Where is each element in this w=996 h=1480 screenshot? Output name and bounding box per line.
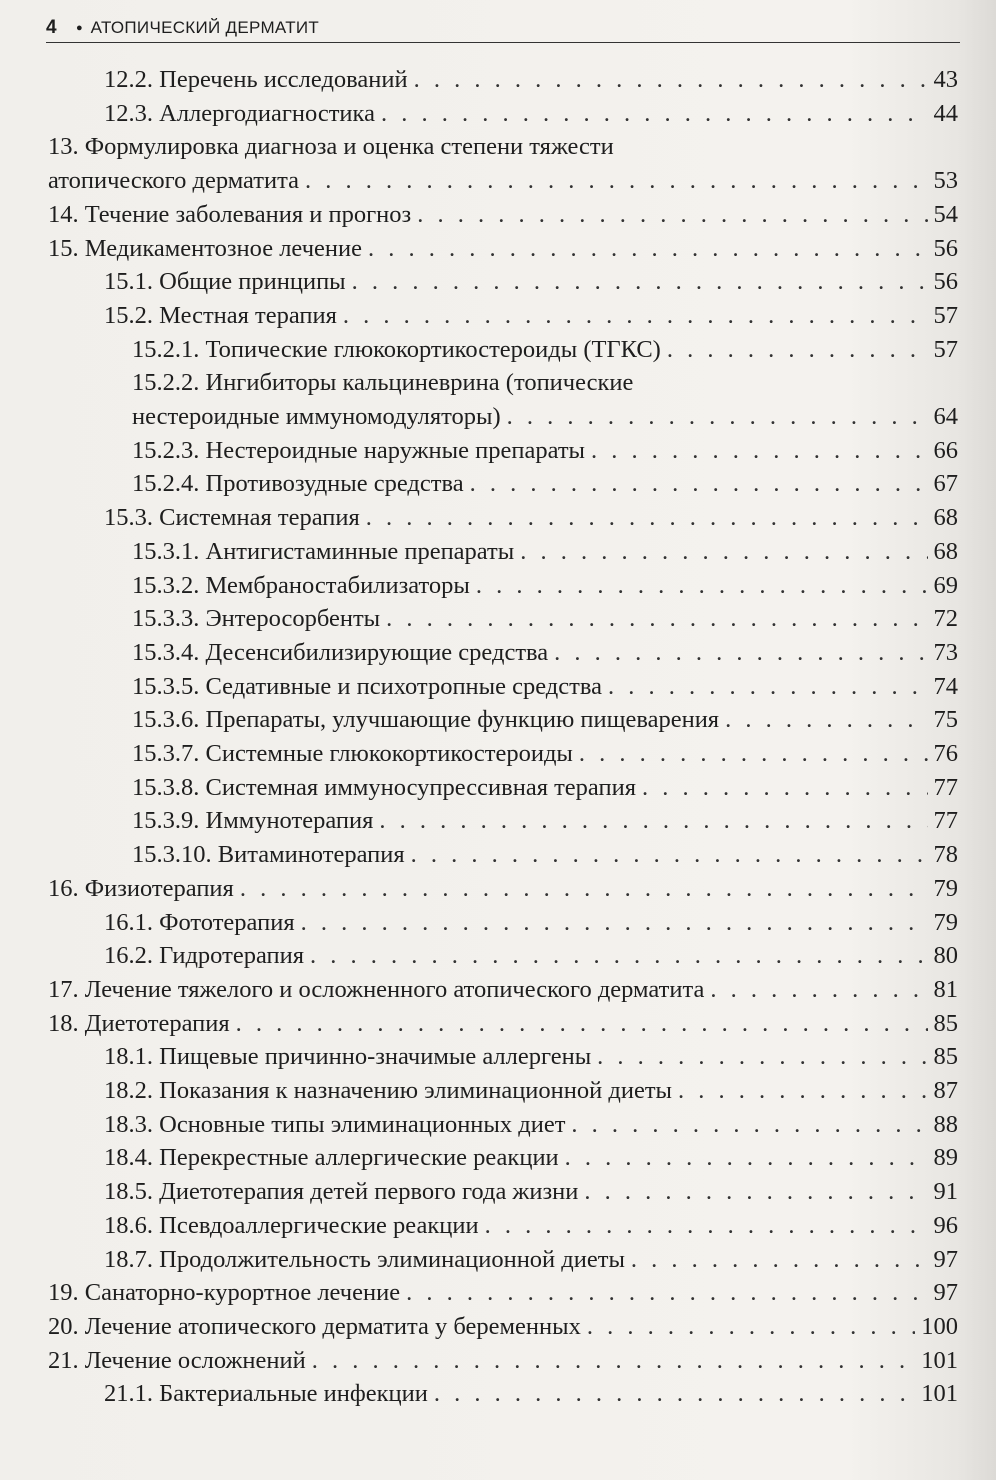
- toc-entry-title: 18.7. Продолжительность элиминационной диеты: [104, 1245, 625, 1273]
- toc-entry[interactable]: [48, 1008, 958, 1040]
- toc-entry[interactable]: [132, 738, 958, 770]
- toc-entry-page: 68: [933, 504, 958, 532]
- toc-entry-page: 66: [933, 436, 958, 464]
- toc-entry[interactable]: [104, 98, 958, 130]
- toc-entry-page: 76: [933, 740, 958, 767]
- dot-leader: [667, 334, 928, 366]
- toc-entry-title: 19. Санаторно-курортное лечение: [48, 1279, 401, 1307]
- toc-entry-page: 74: [933, 672, 958, 700]
- toc-entry-title: 15.3.6. Препараты, улучшающие функцию пищеварения: [132, 706, 720, 734]
- dot-leader: [608, 671, 928, 703]
- toc-entry[interactable]: [48, 1345, 958, 1377]
- dot-leader: [725, 704, 927, 736]
- toc-entry[interactable]: [48, 873, 958, 905]
- toc-entry-page: 69: [933, 571, 958, 599]
- toc-entry-page: 57: [933, 301, 958, 329]
- dot-leader: [366, 502, 928, 534]
- toc-entry[interactable]: [104, 1378, 958, 1410]
- dot-leader: [485, 1210, 928, 1242]
- toc-entry-page: 96: [933, 1211, 958, 1239]
- toc-entry-title: 21.1. Бактериальные инфекции: [104, 1380, 428, 1408]
- toc-entry[interactable]: [104, 64, 958, 96]
- toc-entry-page: 101: [921, 1346, 958, 1374]
- dot-leader: [597, 1041, 927, 1073]
- toc-entry-page: 77: [933, 773, 958, 801]
- toc-entry-page: 73: [933, 638, 958, 666]
- toc-entry-title: 18. Диетотерапия: [48, 1009, 230, 1037]
- toc-entry-title: 15.3.2. Мембраностабилизаторы: [132, 571, 470, 599]
- toc-entry[interactable]: [48, 1277, 958, 1309]
- dot-leader: [579, 738, 928, 770]
- toc-entry-title: 12.2. Перечень исследований: [104, 66, 408, 93]
- dot-leader: [411, 839, 928, 871]
- toc-entry-page: 100: [921, 1312, 958, 1340]
- toc-entry[interactable]: [132, 704, 958, 736]
- toc-entry-title: 18.3. Основные типы элиминационных диет: [104, 1110, 566, 1138]
- dot-leader: [301, 907, 928, 939]
- dot-leader: [565, 1142, 928, 1174]
- toc-entry-title: 15.2.4. Противозудные средства: [132, 470, 464, 498]
- dot-leader: [310, 940, 928, 972]
- toc-entry[interactable]: [104, 1176, 958, 1208]
- running-header: [46, 14, 960, 43]
- toc-entry-title: 15.3.10. Витаминотерапия: [132, 841, 405, 869]
- toc-entry[interactable]: [104, 1109, 958, 1141]
- toc-entry-title: 20. Лечение атопического дерматита у беременных: [48, 1312, 581, 1340]
- toc-entry-title-line: 13. Формулировка диагноза и оценка степени тяжести: [48, 133, 614, 161]
- toc-entry-page: 81: [933, 975, 958, 1003]
- toc-entry-title: нестероидные иммуномодуляторы): [132, 403, 501, 430]
- toc-entry-page: 68: [933, 537, 958, 565]
- toc-entry[interactable]: [104, 266, 958, 298]
- toc-entry-title: 17. Лечение тяжелого и осложненного атопического дерматита: [48, 975, 705, 1003]
- dot-leader: [554, 637, 927, 669]
- toc-entry-title: 16.2. Гидротерапия: [104, 942, 304, 970]
- toc-entry-title: 16.1. Фототерапия: [104, 908, 295, 936]
- toc-entry[interactable]: [104, 1041, 958, 1073]
- toc-entry-page: 78: [933, 841, 958, 869]
- toc-entry-page: 56: [933, 268, 958, 296]
- toc-entry-title: 15.1. Общие принципы: [104, 268, 346, 296]
- dot-leader: [571, 1109, 927, 1141]
- toc-entry-page: 67: [933, 470, 958, 498]
- dot-leader: [368, 233, 928, 265]
- toc-entry-title: 18.1. Пищевые причинно-значимые аллергены: [104, 1043, 592, 1071]
- dot-leader: [414, 64, 928, 96]
- dot-leader: [379, 805, 927, 837]
- toc-entry[interactable]: [132, 772, 958, 804]
- toc-entry[interactable]: [132, 839, 958, 871]
- toc-entry-title: 15.3.7. Системные глюкокортикостероиды: [132, 740, 573, 767]
- toc-entry[interactable]: [48, 233, 958, 265]
- toc-entry-page: 101: [921, 1380, 958, 1408]
- toc-entry[interactable]: [104, 907, 958, 939]
- toc-entry-page: 64: [933, 403, 958, 430]
- toc-entry-title: 15.2.3. Нестероидные наружные препараты: [132, 436, 585, 464]
- toc-entry-title: 18.6. Псевдоаллергические реакции: [104, 1211, 479, 1239]
- dot-leader: [240, 873, 928, 905]
- toc-entry-title: 15.2.1. Топические глюкокортикостероиды (ТГКС): [132, 335, 661, 363]
- toc-entry-title: 15.3.8. Системная иммуносупрессивная терапия: [132, 773, 636, 801]
- toc-entry-title: атопического дерматита: [48, 167, 299, 195]
- toc-entry-title: 15. Медикаментозное лечение: [48, 234, 362, 262]
- toc-entry[interactable]: [48, 1311, 958, 1343]
- toc-entry-page: 75: [933, 706, 958, 734]
- toc-entry-page: 79: [933, 908, 958, 936]
- toc-entry[interactable]: [132, 637, 958, 669]
- toc-entry-page: 85: [933, 1043, 958, 1071]
- dot-leader: [312, 1345, 916, 1377]
- toc-entry-page: 72: [933, 605, 958, 633]
- toc-entry-title: 18.2. Показания к назначению элиминационной диеты: [104, 1077, 672, 1104]
- toc-entry-title: 16. Физиотерапия: [48, 874, 234, 902]
- toc-entry-title: 21. Лечение осложнений: [48, 1346, 306, 1374]
- toc-entry-page: 53: [933, 167, 958, 195]
- toc-entry-page: 77: [933, 807, 958, 835]
- dot-leader: [417, 199, 927, 231]
- toc-entry[interactable]: [48, 165, 958, 197]
- dot-leader: [678, 1075, 928, 1107]
- toc-entry-page: 87: [933, 1077, 958, 1104]
- dot-leader: [584, 1176, 927, 1208]
- toc-entry-page: 44: [933, 99, 958, 127]
- running-title: АТОПИЧЕСКИЙ ДЕРМАТИТ: [90, 18, 320, 37]
- toc-entry[interactable]: [132, 334, 958, 366]
- toc-entry-title: 15.2. Местная терапия: [104, 301, 337, 329]
- toc-entry[interactable]: [48, 974, 958, 1006]
- toc-entry-title: 15.3.3. Энтеросорбенты: [132, 605, 381, 633]
- toc-entry-page: 43: [933, 66, 958, 93]
- toc-entry-title: 15.3. Системная терапия: [104, 504, 360, 532]
- toc-entry[interactable]: [132, 435, 958, 467]
- toc-entry[interactable]: [132, 671, 958, 703]
- toc-entry-title: 15.3.4. Десенсибилизирующие средства: [132, 638, 549, 666]
- toc-entry-page: 97: [933, 1279, 958, 1307]
- toc-entry-page: 80: [933, 942, 958, 970]
- toc-entry-page: 79: [933, 874, 958, 902]
- toc-entry[interactable]: [104, 940, 958, 972]
- toc-entry[interactable]: [104, 1244, 958, 1276]
- dot-leader: [631, 1244, 928, 1276]
- dot-leader: [507, 401, 928, 433]
- dot-leader: [476, 570, 928, 602]
- dot-leader: [587, 1311, 915, 1343]
- toc-entry-page: 91: [933, 1178, 958, 1206]
- toc-entry[interactable]: [132, 603, 958, 635]
- toc-entry-page: 85: [933, 1009, 958, 1037]
- toc-entry-title: 15.3.9. Иммунотерапия: [132, 807, 374, 835]
- dot-leader: [406, 1277, 927, 1309]
- toc-entry-page: 54: [933, 200, 958, 228]
- toc-entry-page: 88: [933, 1110, 958, 1138]
- toc-entry-page: 89: [933, 1144, 958, 1172]
- page-number: 4: [46, 17, 57, 38]
- dot-leader: [343, 300, 928, 332]
- toc-entry[interactable]: [132, 805, 958, 837]
- toc-entry[interactable]: [48, 199, 958, 231]
- toc-entry[interactable]: [104, 1142, 958, 1174]
- dot-leader: [642, 772, 928, 804]
- dot-leader: [520, 536, 927, 568]
- toc-entry-title: 18.4. Перекрестные аллергические реакции: [104, 1144, 559, 1172]
- toc-entry[interactable]: [132, 536, 958, 568]
- toc-entry-title: 14. Течение заболевания и прогноз: [48, 200, 412, 228]
- dot-leader: [236, 1008, 928, 1040]
- bullet-icon: ●: [76, 22, 83, 34]
- toc-entry-title: 18.5. Диетотерапия детей первого года жизни: [104, 1178, 579, 1206]
- toc-entry-page: 97: [933, 1245, 958, 1273]
- dot-leader: [710, 974, 927, 1006]
- toc-entry-title: 15.3.5. Седативные и психотропные средства: [132, 672, 602, 700]
- dot-leader: [305, 165, 928, 197]
- toc-entry-title: 12.3. Аллергодиагностика: [104, 99, 375, 127]
- toc-entry[interactable]: [104, 1075, 958, 1107]
- toc-entry[interactable]: [132, 570, 958, 602]
- toc-entry-title: 15.3.1. Антигистаминные препараты: [132, 537, 515, 565]
- toc-entry-page: 57: [933, 335, 958, 363]
- dot-leader: [352, 266, 928, 298]
- dot-leader: [386, 603, 927, 635]
- toc-entry[interactable]: [132, 468, 958, 500]
- dot-leader: [381, 98, 928, 130]
- toc-entry[interactable]: [104, 1210, 958, 1242]
- dot-leader: [470, 468, 928, 500]
- toc-entry-page: 56: [933, 234, 958, 262]
- dot-leader: [434, 1378, 915, 1410]
- toc-entry[interactable]: [104, 300, 958, 332]
- toc-entry-title-line: 15.2.2. Ингибиторы кальциневрина (топические: [132, 369, 634, 397]
- toc-entry[interactable]: [132, 401, 958, 433]
- dot-leader: [591, 435, 928, 467]
- toc-entry[interactable]: [104, 502, 958, 534]
